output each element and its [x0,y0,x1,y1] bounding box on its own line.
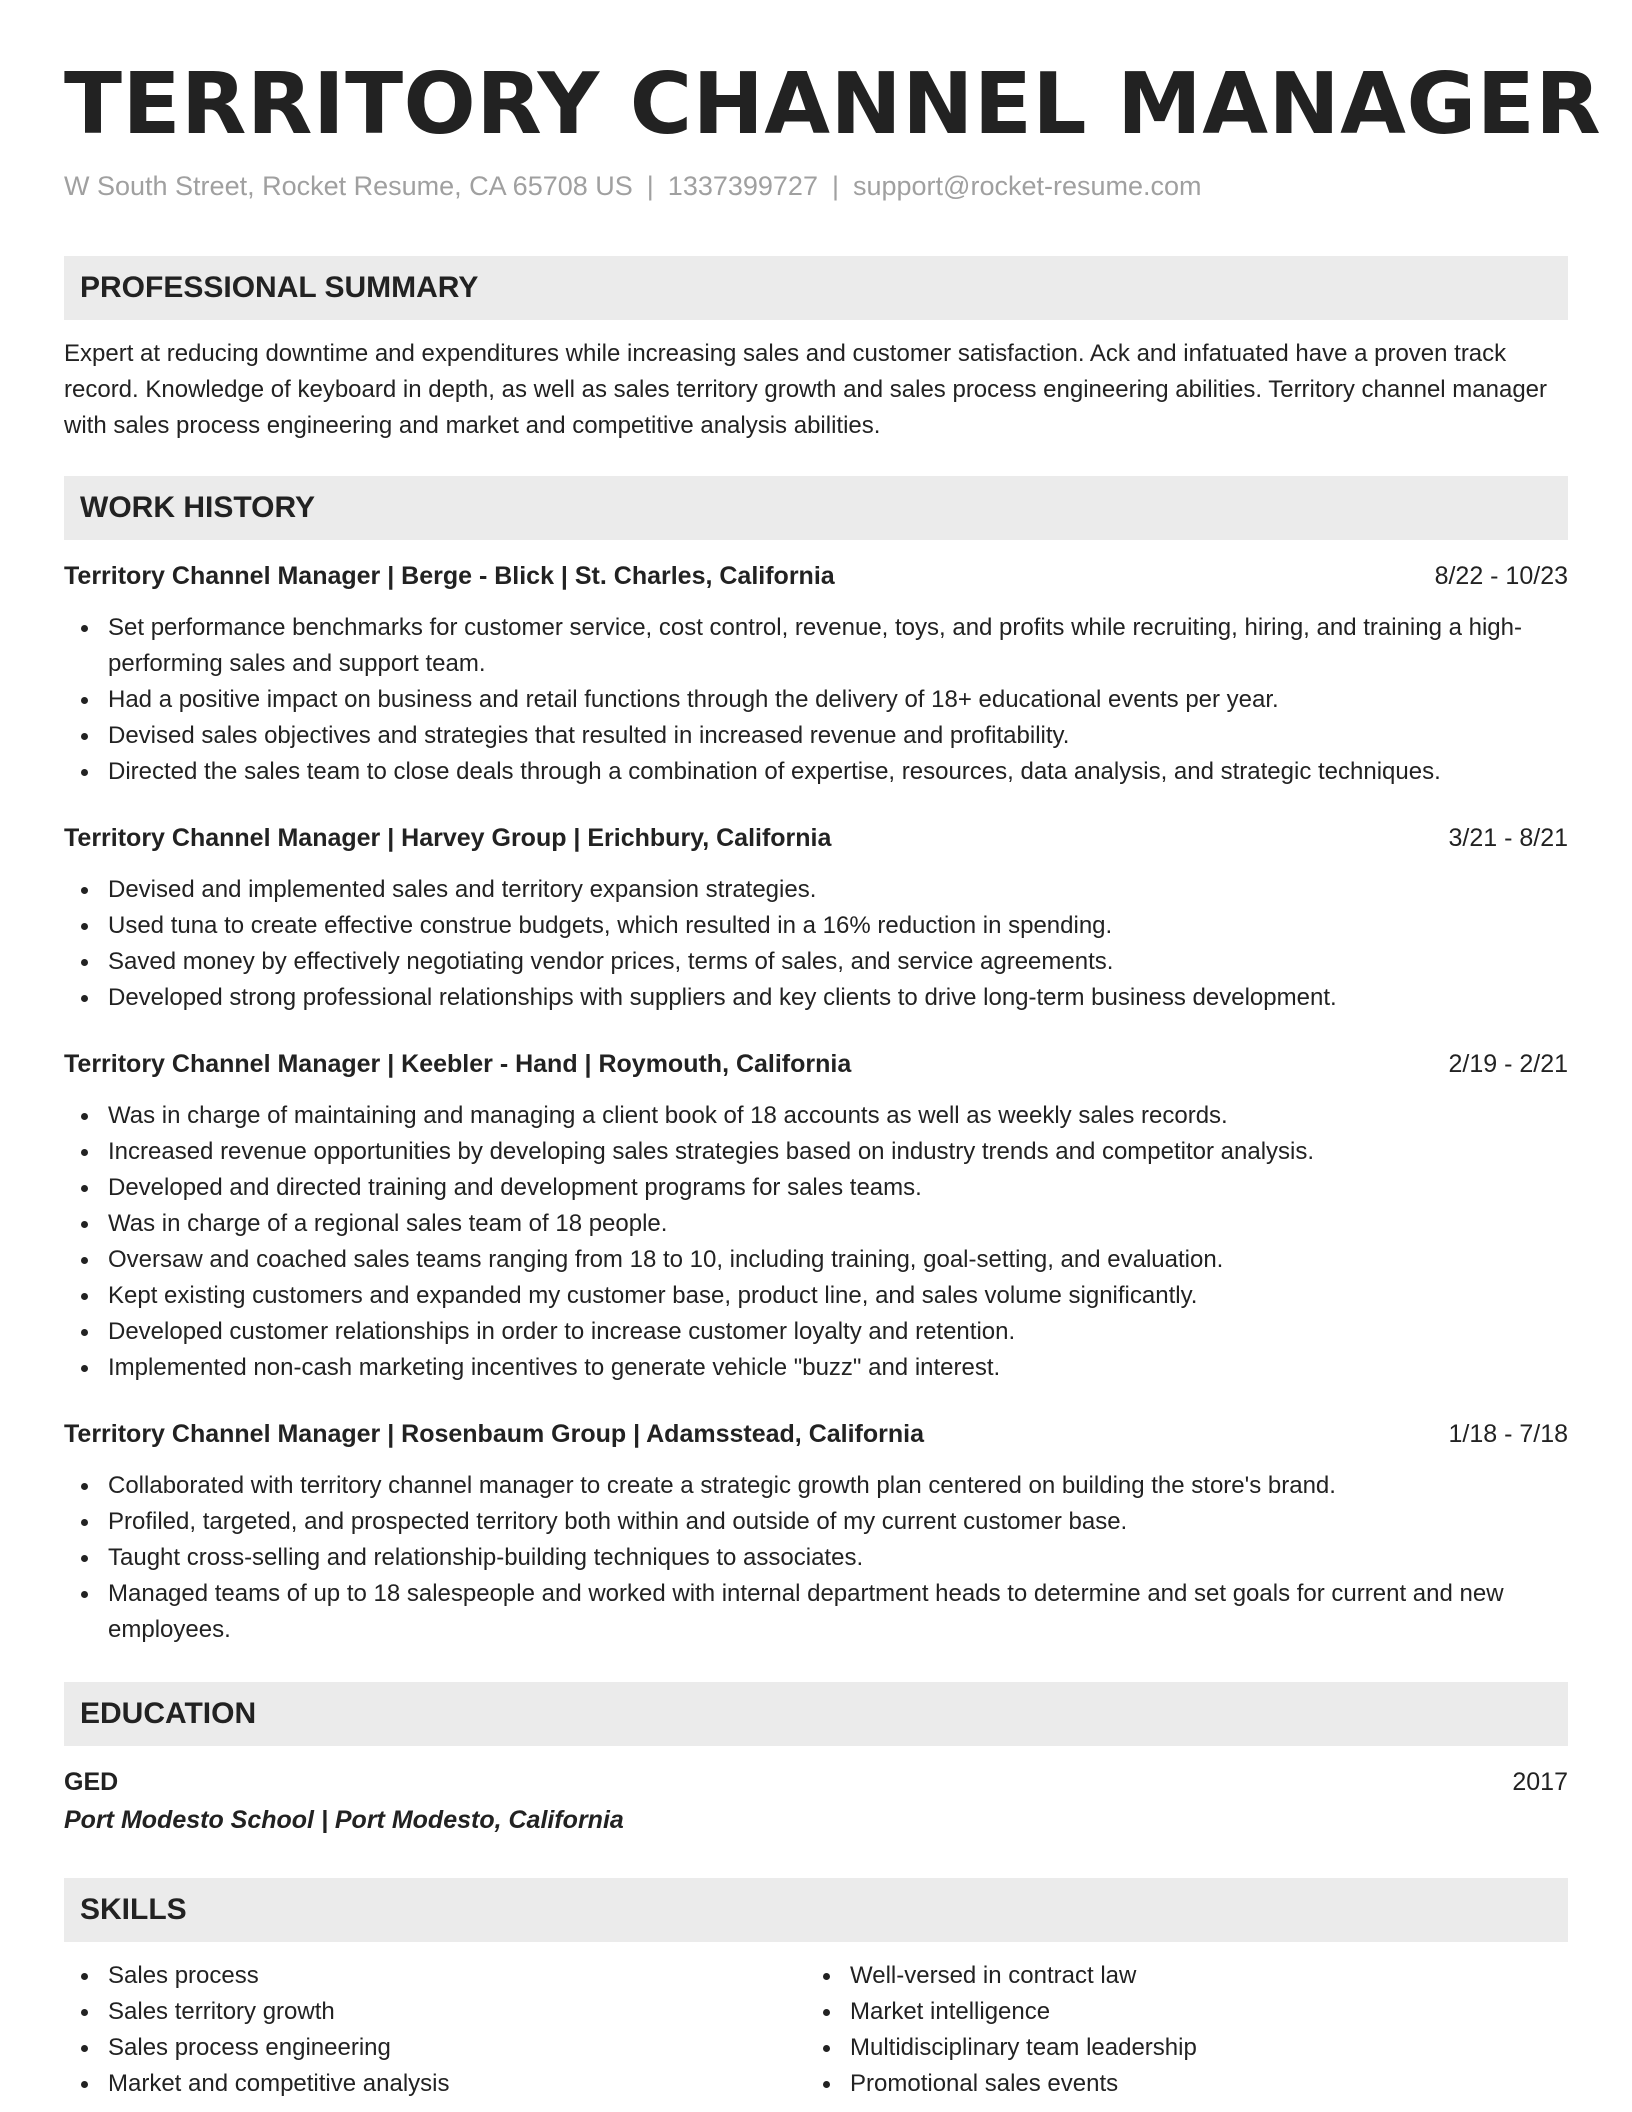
skills-list [806,1958,1568,2102]
list-item: Oversaw and coached sales teams ranging from 18 to 10, including training, goal-setting, and evaluation. [64,1242,1568,1278]
job-title: Territory Channel Manager | Berge - Blick | St. Charles, California [64,562,835,590]
job-entry [64,1416,1568,1648]
contact-line [64,168,1568,204]
education-header [64,1764,1568,1800]
section-header-skills [64,1878,1568,1942]
education-degree: GED [64,1768,119,1796]
contact-email: support@rocket-resume.com [852,171,1202,201]
section-title: PROFESSIONAL SUMMARY [80,271,479,304]
education-school: Port Modesto School | Port Modesto, California [64,1806,624,1834]
list-item: Taught cross-selling and relationship-building techniques to associates. [64,1540,1568,1576]
list-item: Developed and directed training and development programs for sales teams. [64,1170,1568,1206]
skill-item: Sales process engineering [64,2030,806,2066]
contact-separator: | [646,171,654,201]
skills-list [64,1958,806,2102]
skills-column-left [64,1958,806,2102]
skills-grid [64,1958,1568,2102]
section-header-work-history [64,476,1568,540]
section-title: SKILLS [80,1893,187,1926]
list-item: Managed teams of up to 18 salespeople and worked with internal department heads to determine and set goals for current and new employees. [64,1576,1568,1648]
list-item: Saved money by effectively negotiating vendor prices, terms of sales, and service agreements. [64,944,1568,980]
list-item: Developed strong professional relationships with suppliers and key clients to drive long-term business development. [64,980,1568,1016]
list-item: Devised sales objectives and strategies that resulted in increased revenue and profitability. [64,718,1568,754]
job-bullets [64,610,1568,790]
list-item: Was in charge of a regional sales team of 18 people. [64,1206,1568,1242]
job-title: Territory Channel Manager | Rosenbaum Group | Adamsstead, California [64,1420,924,1448]
skill-item: Market intelligence [806,1994,1568,2030]
job-entry [64,558,1568,790]
list-item: Developed customer relationships in order to increase customer loyalty and retention. [64,1314,1568,1350]
skill-item: Well-versed in contract law [806,1958,1568,1994]
job-header [64,1416,1568,1452]
list-item: Implemented non-cash marketing incentives to generate vehicle "buzz" and interest. [64,1350,1568,1386]
list-item: Set performance benchmarks for customer service, cost control, revenue, toys, and profits while recruiting, hiring, and training a high-performing sales and support team. [64,610,1568,682]
skill-item: Market and competitive analysis [64,2066,806,2102]
section-title: EDUCATION [80,1697,257,1730]
summary-text: Expert at reducing downtime and expenditures while increasing sales and customer satisfaction. Ack and infatuated have a proven track record. Knowledge of keyboard in depth, as well as sales territory growth and sales process engineering abilities. Territory channel manager with sales process engineering and market and competitive analysis abilities. [64,340,1548,439]
skill-item: Sales territory growth [64,1994,806,2030]
list-item: Had a positive impact on business and retail functions through the delivery of 18+ educational events per year. [64,682,1568,718]
list-item: Directed the sales team to close deals through a combination of expertise, resources, data analysis, and strategic techniques. [64,754,1568,790]
job-dates: 8/22 - 10/23 [1434,562,1568,590]
skill-item: Promotional sales events [806,2066,1568,2102]
job-entry [64,1046,1568,1386]
job-dates: 2/19 - 2/21 [1448,1050,1568,1078]
list-item: Devised and implemented sales and territory expansion strategies. [64,872,1568,908]
list-item: Used tuna to create effective construe budgets, which resulted in a 16% reduction in spending. [64,908,1568,944]
section-title: WORK HISTORY [80,491,316,524]
education-year: 2017 [1512,1768,1568,1796]
candidate-name: TERRITORY CHANNEL MANAGER [64,55,1602,154]
list-item: Profiled, targeted, and prospected territory both within and outside of my current customer base. [64,1504,1568,1540]
job-entry [64,820,1568,1016]
job-title: Territory Channel Manager | Harvey Group | Erichbury, California [64,824,832,852]
contact-separator: | [831,171,839,201]
section-header-education [64,1682,1568,1746]
job-bullets [64,872,1568,1016]
section-header-summary [64,256,1568,320]
skill-item: Sales process [64,1958,806,1994]
job-bullets [64,1098,1568,1386]
job-bullets [64,1468,1568,1648]
skill-item: Multidisciplinary team leadership [806,2030,1568,2066]
contact-address: W South Street, Rocket Resume, CA 65708 US [64,171,633,201]
job-dates: 1/18 - 7/18 [1448,1420,1568,1448]
job-dates: 3/21 - 8/21 [1448,824,1568,852]
list-item: Increased revenue opportunities by developing sales strategies based on industry trends and competitor analysis. [64,1134,1568,1170]
job-header [64,558,1568,594]
job-header [64,1046,1568,1082]
job-title: Territory Channel Manager | Keebler - Hand | Roymouth, California [64,1050,852,1078]
skills-column-right [806,1958,1568,2102]
job-header [64,820,1568,856]
contact-phone: 1337399727 [667,171,818,201]
list-item: Kept existing customers and expanded my customer base, product line, and sales volume significantly. [64,1278,1568,1314]
list-item: Was in charge of maintaining and managing a client book of 18 accounts as well as weekly sales records. [64,1098,1568,1134]
list-item: Collaborated with territory channel manager to create a strategic growth plan centered on building the store's brand. [64,1468,1568,1504]
